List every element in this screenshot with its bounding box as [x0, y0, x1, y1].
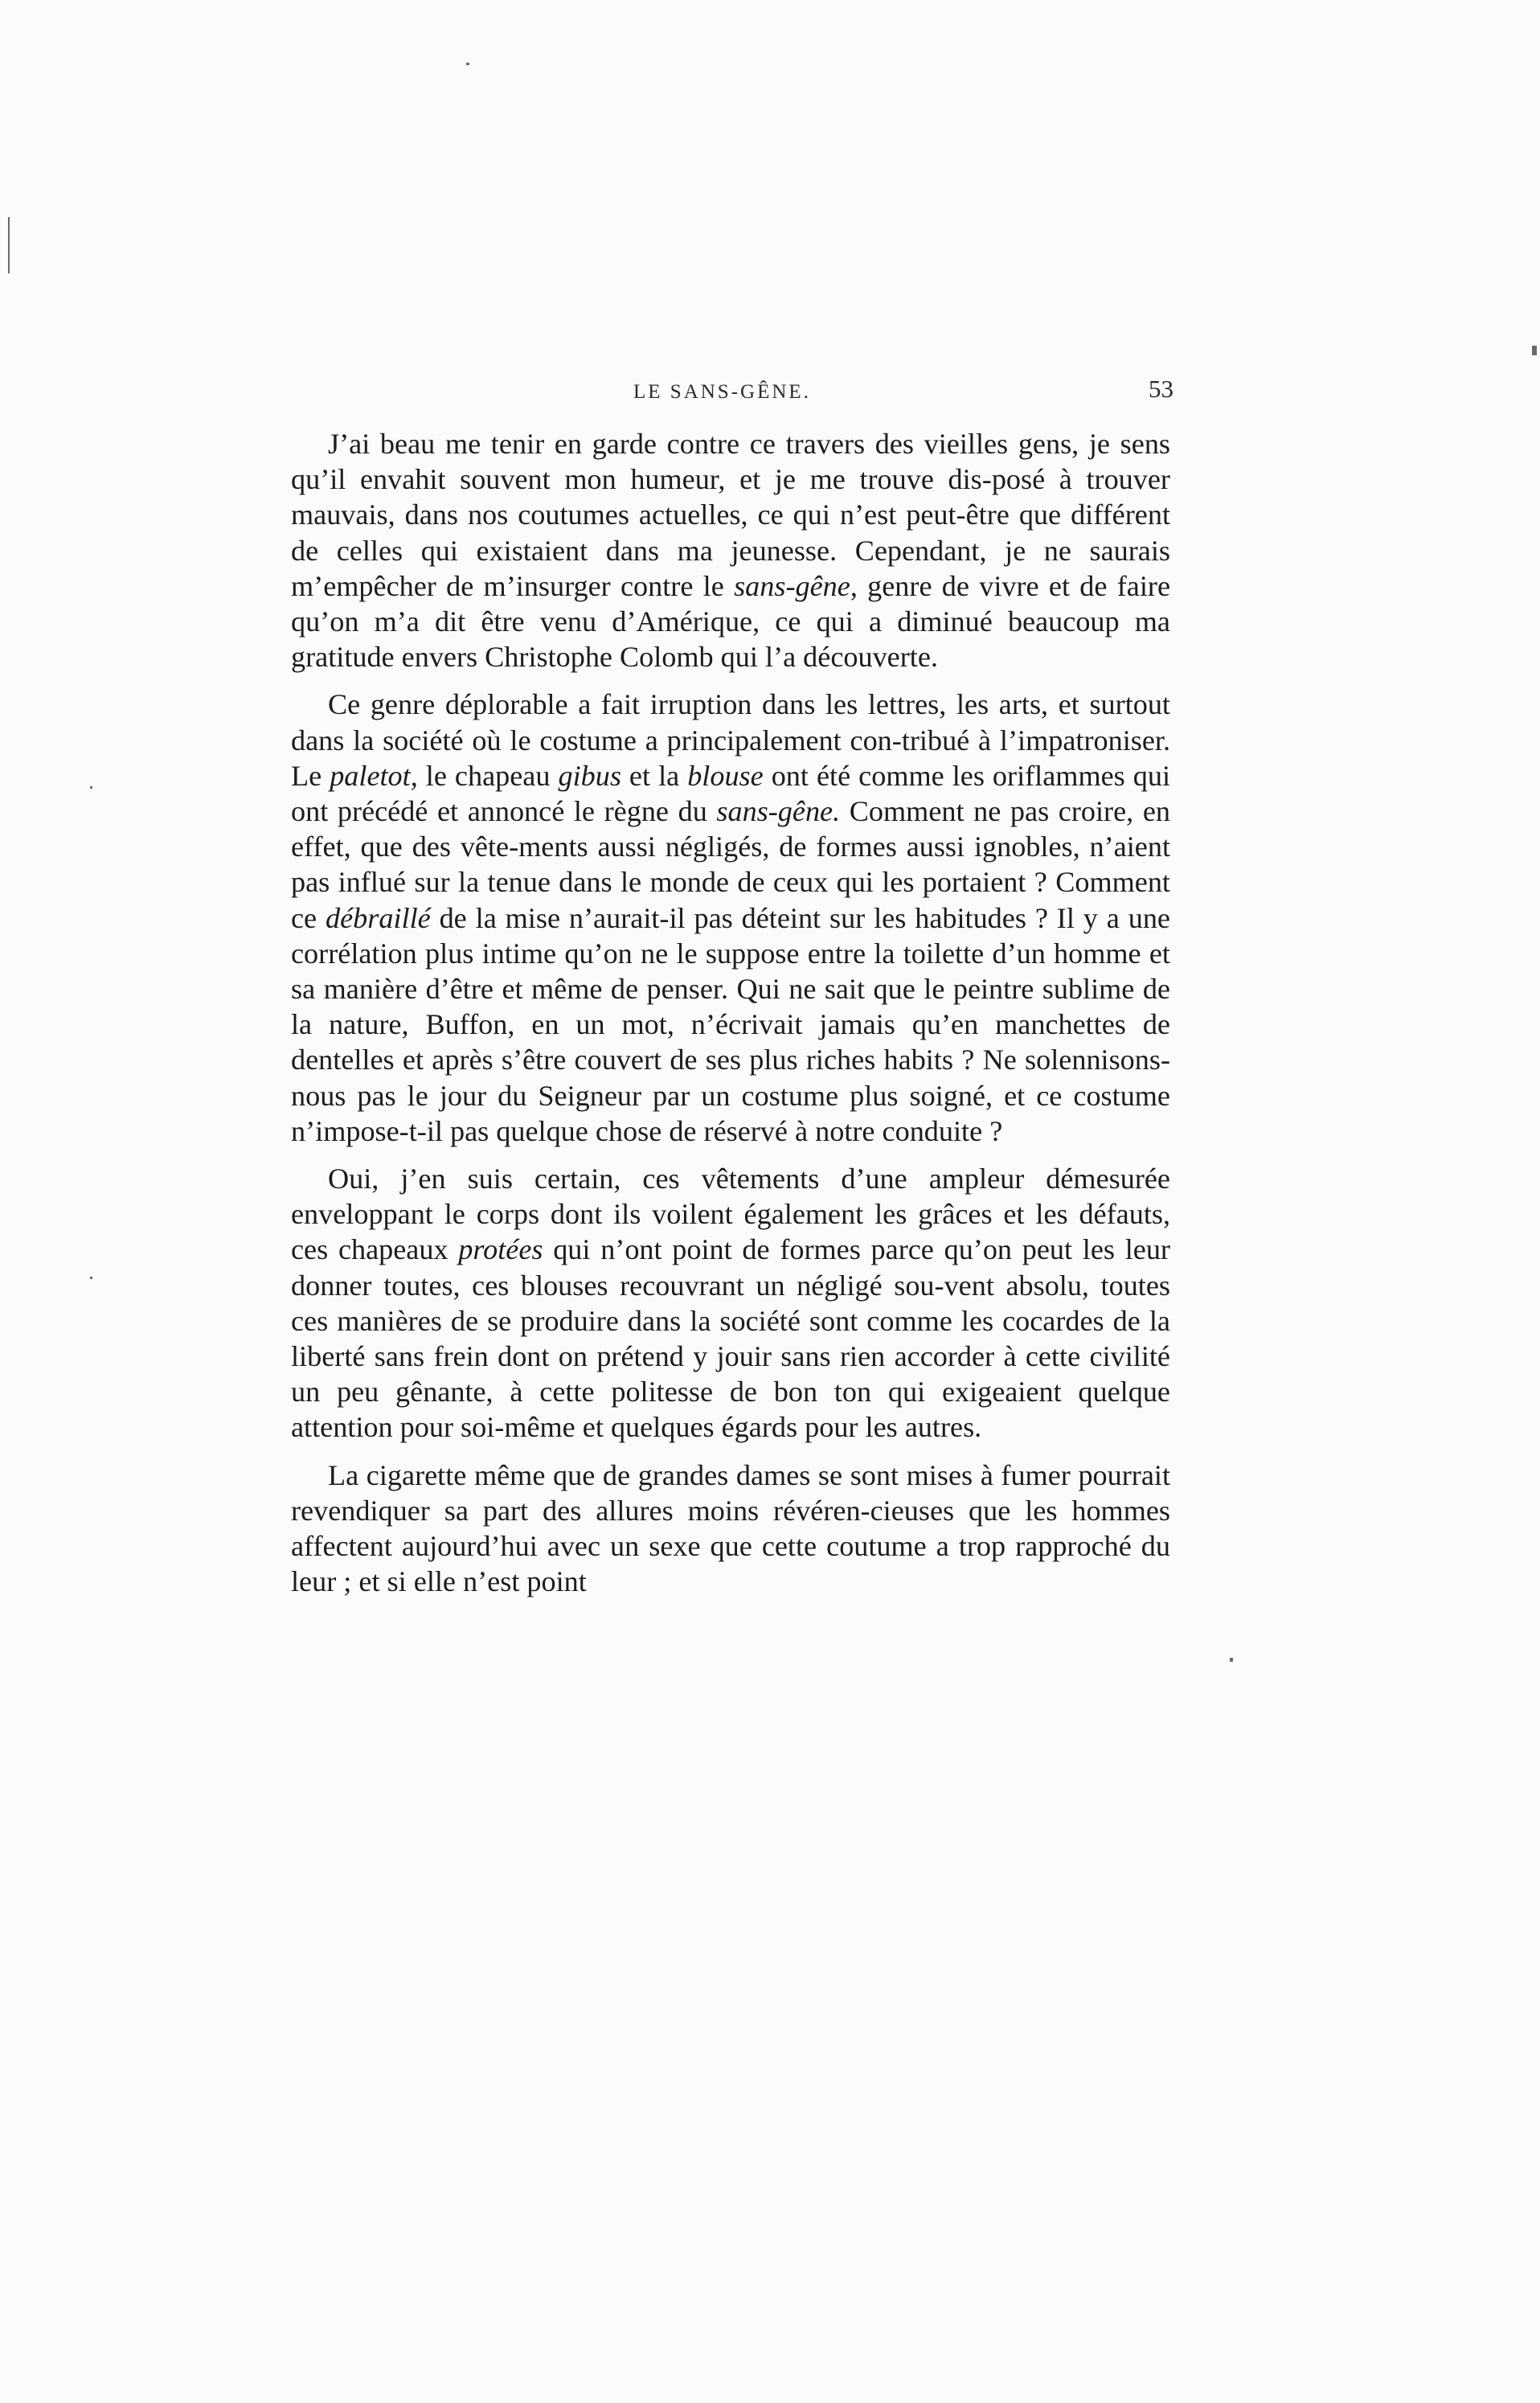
italic-text: sans-gêne — [734, 569, 850, 602]
italic-text: blouse — [687, 759, 764, 792]
text-run: ont été comme les oriflammes qui ont précédé et annoncé le règne du — [291, 759, 1170, 828]
text-run: et la — [621, 759, 688, 792]
text-run: Oui, j’en suis certain, ces vêtements d’une ampleur démesurée enveloppant le corps dont ils voilent également les grâces et les défauts, ces chapeaux — [291, 1163, 1170, 1266]
text-run: , genre de vivre et de faire qu’on m’a dit être venu d’Amérique, ce qui a diminué beaucoup ma gratitude envers Christophe Colomb qui l’a découverte. — [291, 569, 1171, 674]
running-title: LE SANS-GÊNE. — [633, 381, 811, 403]
running-header — [289, 371, 1173, 412]
italic-text: sans-gêne. — [716, 795, 841, 828]
paragraph-1 — [291, 426, 1170, 675]
scan-mark — [466, 63, 469, 65]
paragraph-2 — [291, 687, 1170, 1149]
text-run: de la mise n’aurait-il pas déteint sur les habitudes ? Il y a une corrélation plus intime qu’on ne le suppose entre la toilette d’un homme et sa manière d’être et même de penser. Qui ne sait que le peintre sublime de la nature, Buffon, en un mot, n’écrivait jamais qu’en manchettes de dentelles et après s’être couvert de ses plus riches habits ? Ne solennisons-nous pas le jour du Seigneur par un costume plus soigné, et ce costume n’impose-t-il pas quelque chose de réservé à notre conduite ? — [291, 901, 1170, 1147]
text-run: Comment ne pas croire, en effet, que des vête-ments aussi négligés, de formes aussi ignobles, n’aient pas influé sur la tenue dans le monde de ceux qui les portaient ? Comment ce — [291, 795, 1170, 934]
italic-text: débraillé — [326, 901, 431, 934]
text-run: qui n’ont point de formes parce qu’on peut les leur donner toutes, ces blouses recouvrant un négligé sou-vent absolu, toutes ces manières de se produire dans la société sont comme les cocardes de la liberté sans frein dont on prétend y jouir sans rien accorder à cette civilité un peu gênante, à cette politesse de bon ton qui exigeaient quelque attention pour soi-même et quelques égards pour les autres. — [291, 1233, 1170, 1444]
paragraph-3 — [291, 1161, 1170, 1445]
page-number: 53 — [1149, 375, 1173, 403]
text-run: J’ai beau me tenir en garde contre ce travers des vieilles gens, je sens qu’il envahit souvent mon humeur, et je me trouve dis-posé à trouver mauvais, dans nos coutumes actuelles, ce qui n’est peut-être que différent de celles qui existaient dans ma jeunesse. Cependant, je ne saurais m’empêcher de m’insurger contre le — [291, 428, 1170, 602]
text-run: La cigarette même que de grandes dames se sont mises à fumer pourrait revendiquer sa part des allures moins révéren-cieuses que les hommes affectent aujourd’hui avec un sexe que cette coutume a trop rapproché du leur ; et si elle n’est point — [291, 1458, 1170, 1598]
italic-text: gibus — [558, 759, 621, 792]
scan-mark — [1532, 346, 1537, 355]
text-run: le chapeau — [417, 759, 559, 792]
scan-mark — [90, 786, 92, 789]
scan-mark — [8, 217, 10, 273]
body-text — [291, 426, 1170, 1612]
paragraph-4 — [291, 1458, 1170, 1600]
text-run: Ce genre déplorable a fait irruption dans les lettres, les arts, et surtout dans la société où le costume a principalement con-tribué à l’impatroniser. Le — [291, 688, 1170, 792]
scan-mark — [90, 1277, 92, 1279]
scan-mark — [1230, 1658, 1233, 1662]
italic-text: protées — [458, 1233, 543, 1266]
italic-text: paletot, — [330, 759, 418, 792]
